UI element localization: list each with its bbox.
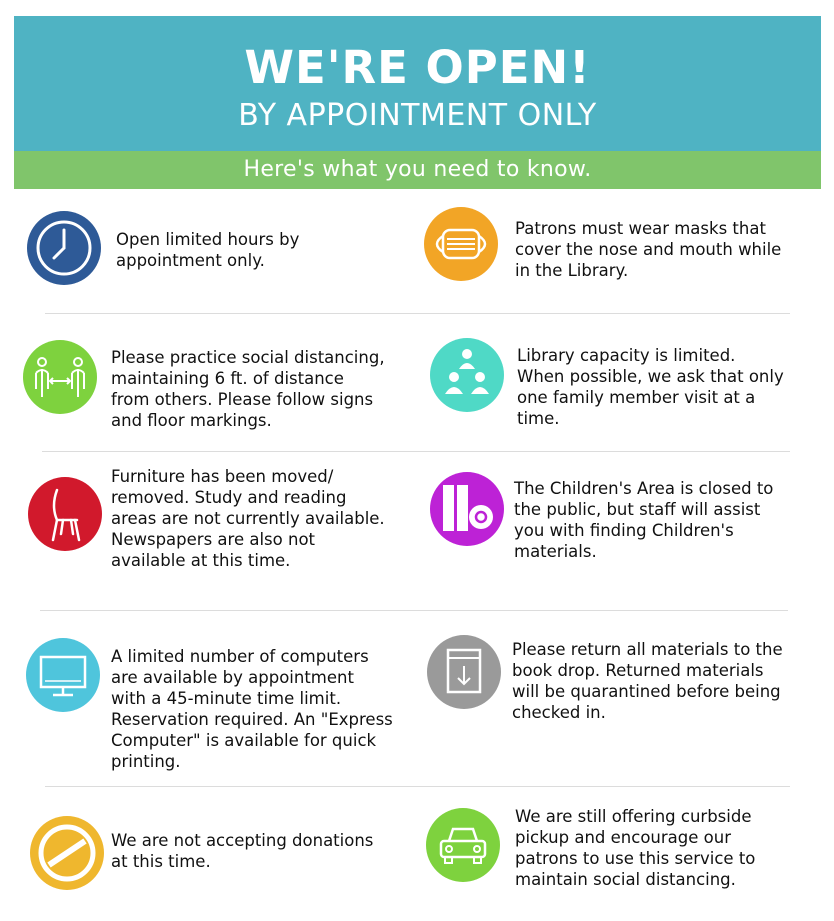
social-distancing-icon	[22, 339, 98, 415]
info-text-curbside: We are still offering curbside pickup and encourage our patrons to use this service to maintain social distancing.	[515, 807, 756, 889]
computer-icon	[25, 637, 101, 713]
info-text-hours: Open limited hours by appointment only.	[116, 230, 300, 270]
chair-icon	[27, 476, 103, 552]
mask-icon	[423, 206, 499, 282]
info-text-childrens-area: The Children's Area is closed to the public, but staff will assist you with finding Children's materials.	[514, 479, 774, 561]
people-icon	[429, 337, 505, 413]
divider	[42, 451, 790, 452]
info-text-distancing: Please practice social distancing, maintaining 6 ft. of distance from others. Please follow signs and floor markings.	[111, 348, 385, 430]
info-text-computers: A limited number of computers are available by appointment with a 45-minute time limit. Reservation required. An "Express Computer" is available for quick printing.	[111, 647, 393, 771]
clock-icon	[26, 210, 102, 286]
info-text-book-drop: Please return all materials to the book drop. Returned materials will be quarantined before being checked in.	[512, 640, 783, 722]
info-text-capacity: Library capacity is limited. When possible, we ask that only one family member visit at a time.	[517, 346, 784, 428]
car-icon	[425, 807, 501, 883]
divider	[45, 313, 790, 314]
subheader-text: Here's what you need to know.	[243, 157, 592, 182]
divider	[45, 786, 790, 787]
page-subtitle: BY APPOINTMENT ONLY	[238, 98, 597, 133]
book-drop-icon	[426, 634, 502, 710]
header-banner	[14, 16, 821, 151]
subheader-bar	[14, 151, 821, 189]
info-text-masks: Patrons must wear masks that cover the nose and mouth while in the Library.	[515, 219, 782, 280]
page-title: WE'RE OPEN!	[244, 41, 591, 94]
info-text-furniture: Furniture has been moved/ removed. Study and reading areas are not currently available. Newspapers are also not available at this time.	[111, 467, 385, 570]
books-icon	[429, 471, 505, 547]
divider	[40, 610, 788, 611]
no-entry-icon	[29, 815, 105, 891]
info-text-donations: We are not accepting donations at this time.	[111, 831, 374, 871]
